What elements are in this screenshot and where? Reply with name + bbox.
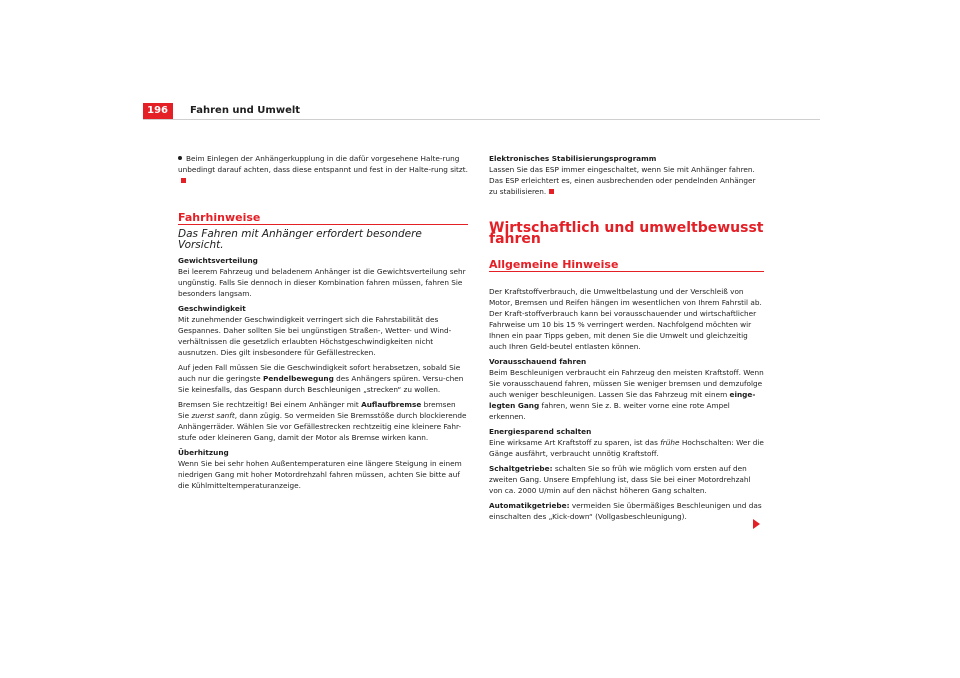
header-rule — [143, 119, 820, 120]
paragraph-gewichtsverteilung: Bei leerem Fahrzeug und beladenem Anhänger ist die Gewichtsverteilung sehr ungünstig. Falls Sie dennoch in dieser Kombination fahren müssen, fahren Sie besonders langsam. — [178, 267, 466, 298]
heading-esp: Elektronisches Stabilisierungsprogramm — [489, 154, 657, 163]
paragraph-automatikgetriebe: Automatikgetriebe: vermeiden Sie übermäßiges Beschleunigen und das einschalten des „Kick-down“ (Vollgasbeschleunigung). — [489, 501, 762, 521]
paragraph-ueberhitzung: Wenn Sie bei sehr hohen Außentemperaturen eine längere Steigung in einem niedrigen Gang mit hoher Motordrehzahl fahren müssen, achten Sie bitte auf die Kühlmitteltemperaturanzeige. — [178, 459, 462, 490]
paragraph-intro: Der Kraftstoffverbrauch, die Umweltbelastung und der Verschleiß von Motor, Bremsen und Reifen hängen im wesentlichen von Ihrem Fahrstil ab. Der Kraft-stoffverbrauch kann bei vorausschauender und wirtschaftlicher Fahrweise um 10 bis 15 % verringert werden. Nachfolgend möchten wir Ihnen ein paar Tipps geben, mit denen Sie die Umwelt und gleichzeitig auch Ihren Geld-beutel entlasten können. — [489, 287, 762, 351]
left-column — [178, 153, 468, 495]
bullet-icon — [178, 156, 182, 160]
section-heading-fahrhinweise: Fahrhinweise — [178, 212, 468, 225]
heading-vorausschauend: Vorausschauend fahren — [489, 357, 587, 366]
continue-arrow-icon — [753, 519, 760, 529]
heading-energiesparend: Energiesparend schalten — [489, 427, 592, 436]
paragraph-geschwindigkeit-1: Mit zunehmender Geschwindigkeit verringert sich die Fahrstabilität des Gespannes. Daher sollten Sie bei ungünstigen Straßen-, Wetter- und Wind-verhältnissen die gesetzlich erlaubten Höchstgeschwindigkeiten nicht ausnutzen. Dies gilt insbesondere für Gefällestrecken. — [178, 315, 452, 357]
end-mark-icon — [549, 189, 554, 194]
heading-ueberhitzung: Überhitzung — [178, 448, 229, 457]
paragraph-energiesparend: Eine wirksame Art Kraftstoff zu sparen, ist das frühe Hochschalten: Wer die Gänge ausfährt, verbraucht unnötig Kraftstoff. — [489, 438, 764, 458]
paragraph-geschwindigkeit-2: Auf jeden Fall müssen Sie die Geschwindigkeit sofort herabsetzen, sobald Sie auch nur die geringste Pendelbewegung des Anhängers spüren. Versu-chen Sie keinesfalls, das Gespann durch Beschleunigen „strecken“ zu wollen. — [178, 363, 464, 394]
paragraph-esp: Lassen Sie das ESP immer eingeschaltet, wenn Sie mit Anhänger fahren. Das ESP erleichtert es, einen ausbrechenden oder pendelnden Anhänger zu stabilisieren. — [489, 165, 756, 196]
bullet-paragraph: Beim Einlegen der Anhängerkupplung in die dafür vorgesehene Halte-rung unbedingt darauf achten, dass diese entspannt und fest in der Halte-rung sitzt. — [178, 153, 468, 186]
end-mark-icon — [181, 178, 186, 183]
page-number: 196 — [143, 103, 173, 119]
running-title: Fahren und Umwelt — [190, 105, 301, 116]
heading-gewichtsverteilung: Gewichtsverteilung — [178, 256, 258, 265]
chapter-heading: Wirtschaftlich und umweltbewusst fahren — [489, 220, 764, 247]
paragraph-vorausschauend: Beim Beschleunigen verbraucht ein Fahrzeug den meisten Kraftstoff. Wenn Sie vorausschauend fahren, müssen Sie weniger bremsen und demzufolge auch weniger beschleunigen. Lassen Sie das Fahrzeug mit einem einge-legten Gang fahren, wenn Sie z. B. weiter vorne eine rote Ampel erkennen. — [489, 368, 764, 421]
paragraph-bremsen: Bremsen Sie rechtzeitig! Bei einem Anhänger mit Auflaufbremse bremsen Sie zuerst sanft, dann zügig. So vermeiden Sie Bremsstöße durch blockierende Anhängerräder. Wählen Sie vor Gefällestrecken rechtzeitig eine kleinere Fahr-stufe oder kleineren Gang, damit der Motor als Bremse wirken kann. — [178, 400, 467, 442]
section-intro: Das Fahren mit Anhänger erfordert besondere Vorsicht. — [178, 228, 422, 251]
section-heading-allgemeine-hinweise: Allgemeine Hinweise — [489, 259, 764, 272]
right-column — [489, 153, 764, 526]
paragraph-schaltgetriebe: Schaltgetriebe: schalten Sie so früh wie möglich vom ersten auf den zweiten Gang. Unsere Empfehlung ist, dass Sie bei einer Motordrehzahl von ca. 2000 U/min auf den nächst höheren Gang schalten. — [489, 464, 751, 495]
heading-geschwindigkeit: Geschwindigkeit — [178, 304, 246, 313]
